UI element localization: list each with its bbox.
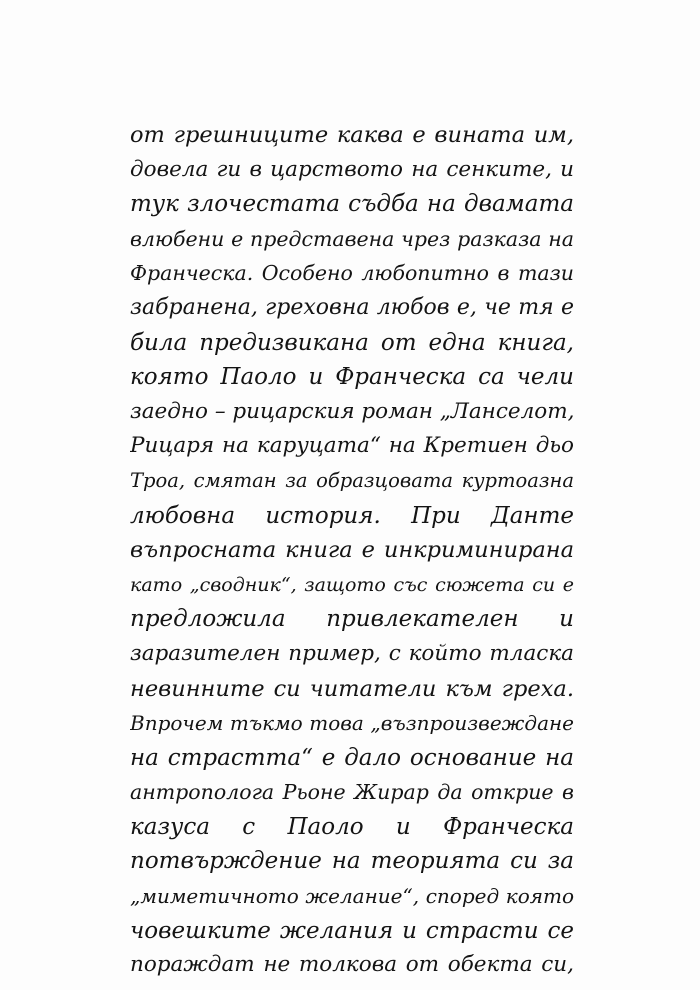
text-line: „миметичното желание“, според която	[130, 884, 574, 909]
text-line: човешките желания и страсти се	[130, 917, 574, 944]
text-line: на страстта“ е дало основание на	[130, 744, 574, 771]
text-line: антрополога Рьоне Жирар да открие в	[130, 780, 574, 805]
text-line: предложила привлекателен и	[130, 606, 574, 633]
text-line: Впрочем тъкмо това „възпроизвеждане	[130, 711, 574, 736]
text-line: Рицаря на каруцата“ на Кретиен дьо	[130, 433, 574, 459]
text-line: заразителен пример, с който тласка	[130, 640, 574, 666]
text-line: довела ги в царството на сенките, и	[130, 156, 574, 182]
text-line: забранена, греховна любов е, че тя е	[130, 294, 574, 320]
text-line: казуса с Паоло и Франческа	[130, 813, 574, 840]
text-line: любовна история. При Данте	[130, 502, 574, 529]
text-line: която Паоло и Франческа са чели	[130, 364, 574, 391]
text-line: Франческа. Особено любопитно в тази	[130, 261, 574, 286]
text-line: като „сводник“, защото със сюжета си е	[130, 573, 574, 596]
text-line: била предизвикана от една книга,	[130, 329, 574, 356]
text-line: Троа, смятан за образцовата куртоазна	[130, 468, 574, 492]
text-line: заедно – рицарския роман „Ланселот,	[130, 398, 574, 424]
text-line: тук злочестата съдба на двамата	[130, 191, 574, 218]
text-line: потвърждение на теорията си за	[130, 848, 574, 875]
text-line: от грешниците каква е вината им,	[130, 122, 574, 148]
body-text	[130, 118, 574, 983]
text-line: пораждат не толкова от обекта си,	[130, 952, 574, 978]
text-line: невинните си читатели към греха.	[130, 675, 574, 702]
text-line: влюбени е представена чрез разказа на	[130, 226, 574, 251]
text-line: въпросната книга е инкриминирана	[130, 537, 574, 564]
